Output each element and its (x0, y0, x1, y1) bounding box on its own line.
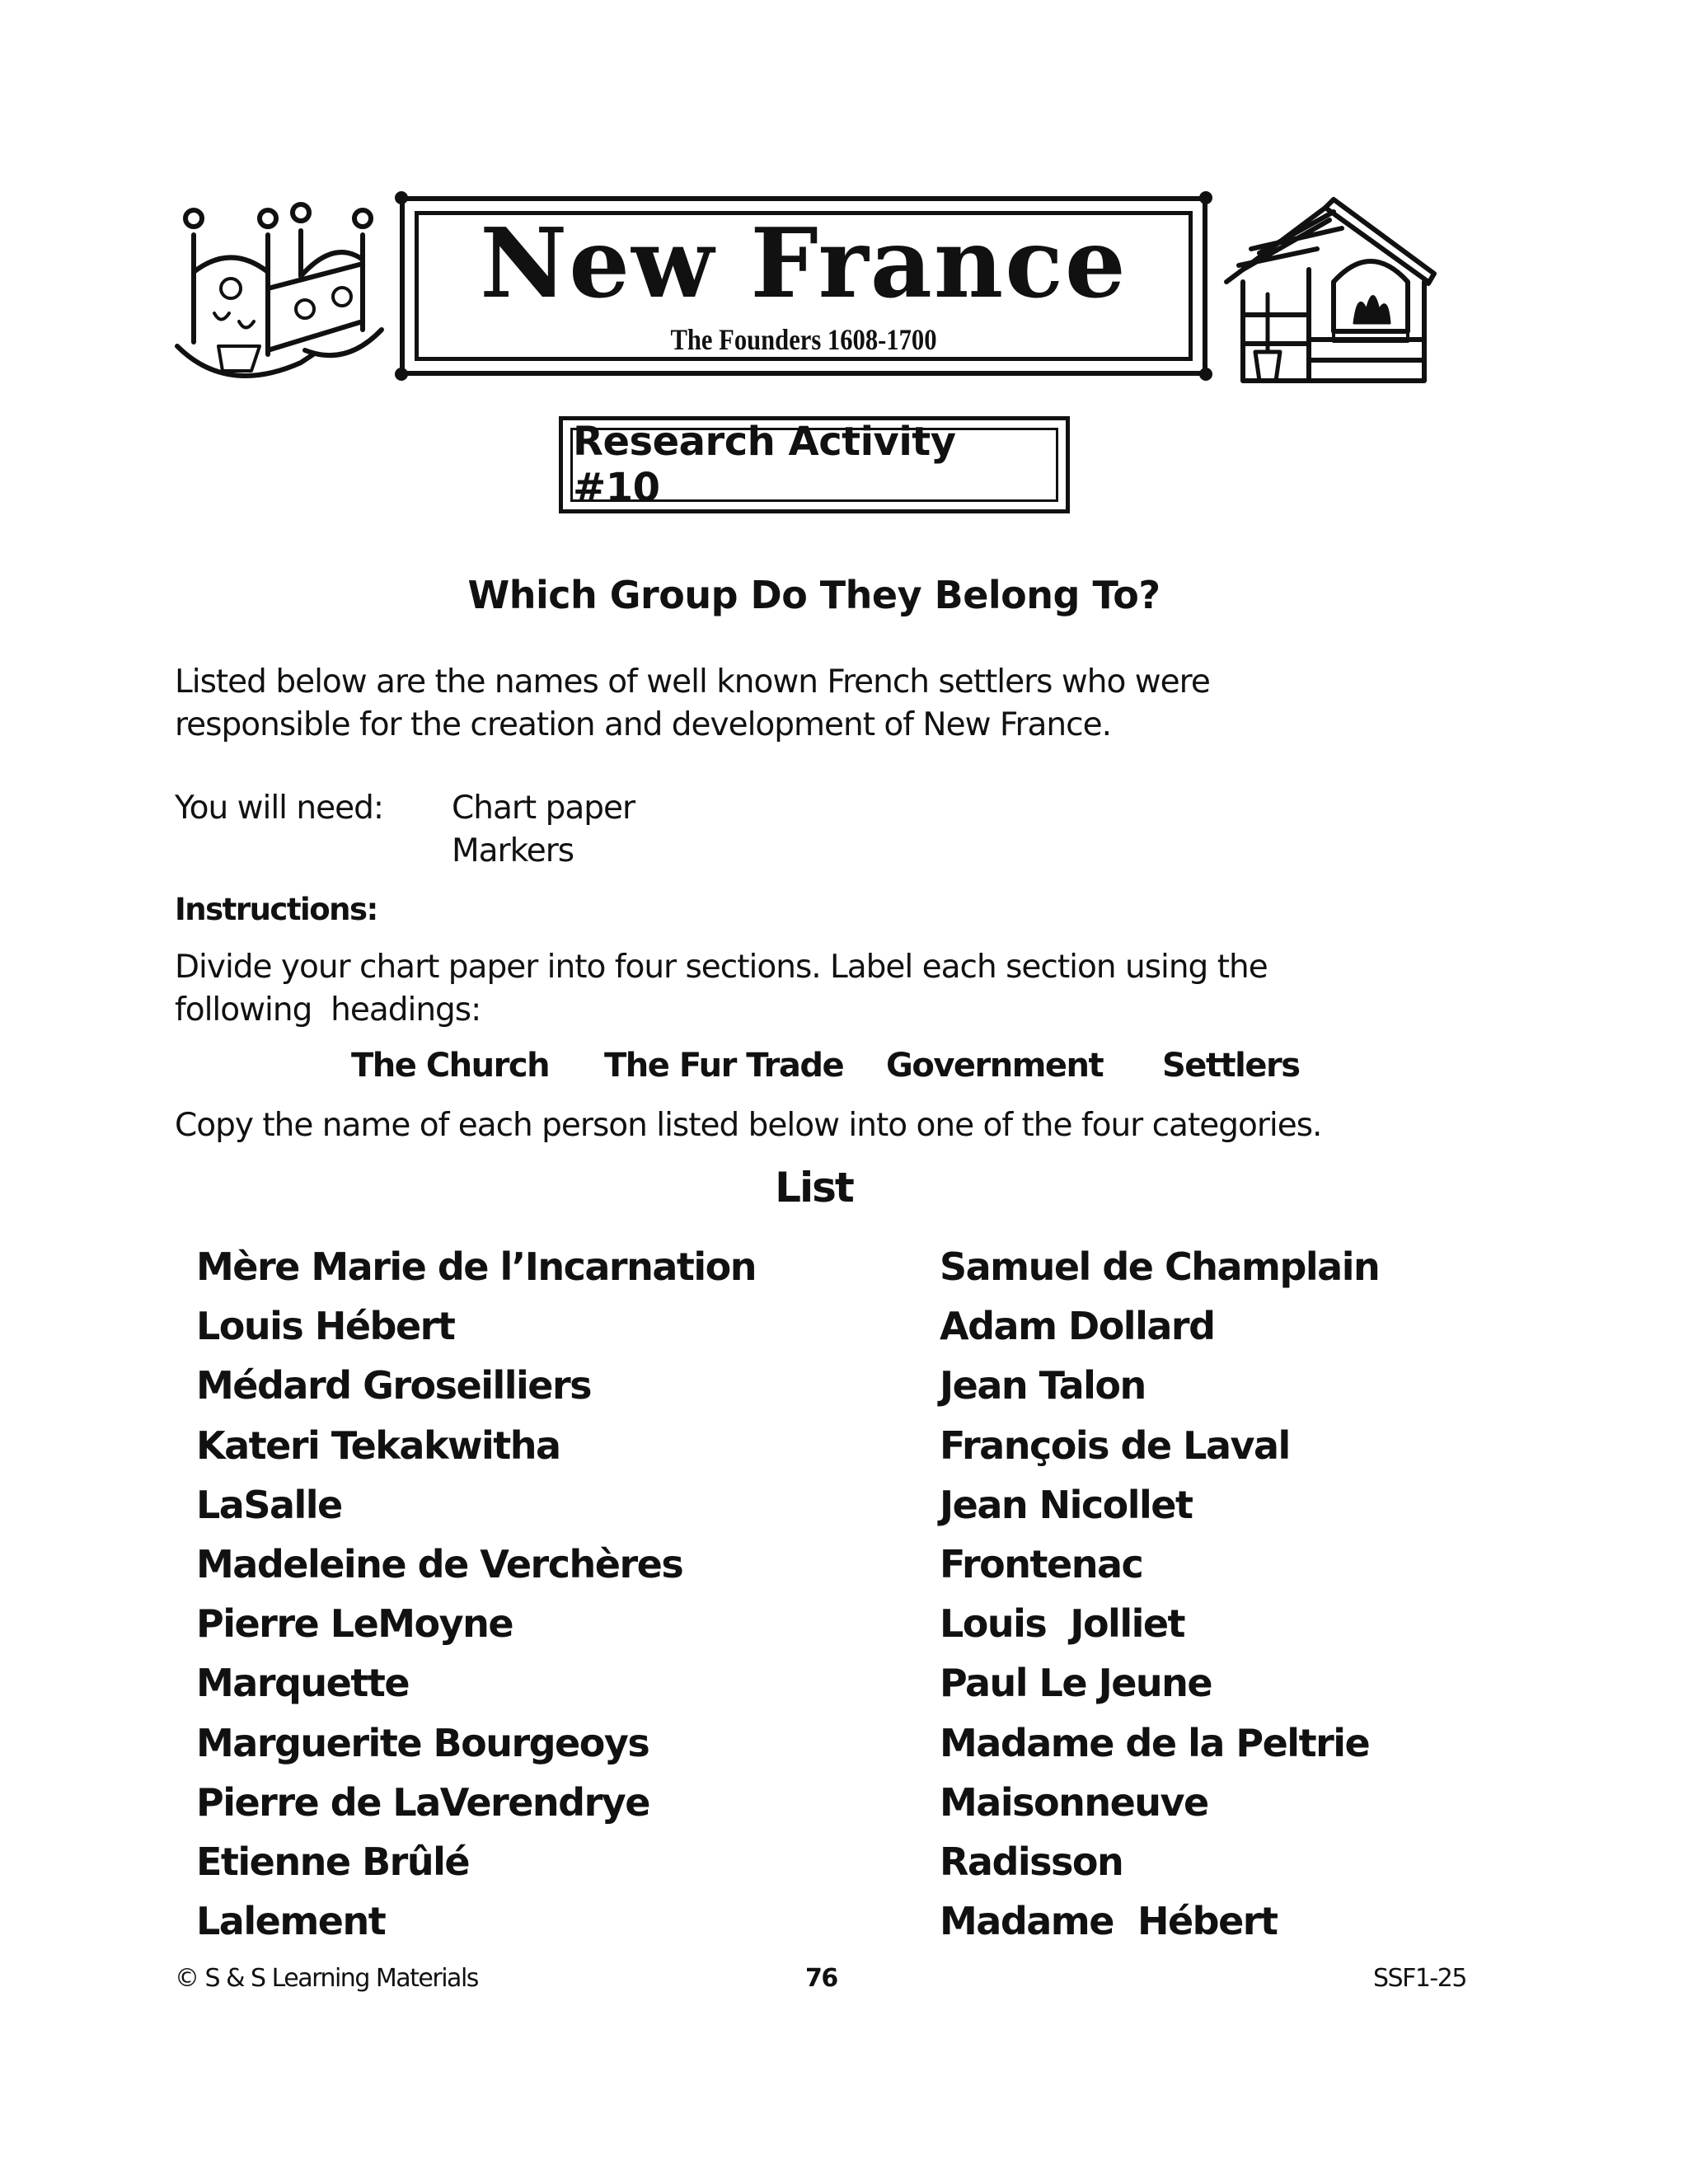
intro-line: responsible for the creation and development of New France. (175, 706, 1111, 743)
list-item: Pierre de LaVerendrye (196, 1779, 649, 1825)
category-the-church: The Church (351, 1047, 550, 1085)
list-item: Lalement (196, 1899, 386, 1944)
footer-product-code: SSF1-25 (1373, 1964, 1466, 1993)
instructions-label: Instructions: (175, 892, 377, 927)
list-item: Madame de la Peltrie (940, 1720, 1370, 1765)
list-item: Jean Talon (940, 1363, 1146, 1408)
list-item: Kateri Tekakwitha (196, 1422, 560, 1468)
list-title: List (775, 1164, 853, 1212)
copy-instruction: Copy the name of each person listed below into one of the four categories. (175, 1107, 1322, 1144)
list-item: Madame Hébert (940, 1899, 1278, 1944)
category-the-fur-trade: The Fur Trade (604, 1047, 844, 1085)
title-banner (400, 196, 1207, 376)
list-item: Frontenac (940, 1541, 1143, 1586)
research-activity-label: Research Activity #10 (573, 419, 956, 511)
instructions-line: Divide your chart paper into four sections. Label each section using the (175, 949, 1268, 986)
materials-label: You will need: (175, 790, 384, 827)
list-item: Maisonneuve (940, 1779, 1208, 1825)
list-item: François de Laval (940, 1422, 1290, 1468)
materials-item: Markers (452, 832, 574, 869)
materials-list (452, 787, 635, 873)
list-item: Adam Dollard (940, 1304, 1215, 1349)
list-item: Mère Marie de l’Incarnation (196, 1244, 756, 1289)
footer-copyright: © S & S Learning Materials (175, 1964, 478, 1993)
research-activity-box (559, 416, 1070, 513)
category-government: Government (886, 1047, 1104, 1085)
footer-page-number: 76 (805, 1964, 837, 1993)
bake-oven-house-icon (1218, 191, 1441, 389)
banner-corner-ornament (395, 191, 408, 204)
list-item: Louis Hébert (196, 1304, 455, 1349)
banner-corner-ornament (1199, 368, 1212, 381)
page-title: New France (480, 208, 1128, 320)
list-item: Samuel de Champlain (940, 1244, 1380, 1289)
list-item: Radisson (940, 1839, 1123, 1884)
banner-corner-ornament (395, 368, 408, 381)
list-item: Madeleine de Verchères (196, 1541, 683, 1586)
list-item: Jean Nicollet (940, 1482, 1193, 1527)
list-item: Paul Le Jeune (940, 1661, 1212, 1706)
cradle-icon (169, 198, 392, 387)
banner-corner-ornament (1199, 191, 1212, 204)
research-activity-inner-frame (570, 419, 1058, 511)
category-settlers: Settlers (1162, 1047, 1300, 1085)
instructions-line: following headings: (175, 991, 481, 1029)
list-item: LaSalle (196, 1482, 342, 1527)
intro-paragraph (175, 661, 1210, 747)
list-item: Etienne Brûlé (196, 1839, 470, 1884)
section-heading: Which Group Do They Belong To? (467, 573, 1160, 617)
name-list-right (940, 1240, 1379, 1954)
materials-item: Chart paper (452, 790, 635, 827)
list-item: Louis Jolliet (940, 1601, 1185, 1647)
intro-line: Listed below are the names of well known French settlers who were (175, 663, 1210, 701)
list-item: Marguerite Bourgeoys (196, 1720, 649, 1765)
instructions-paragraph (175, 946, 1268, 1032)
list-item: Médard Groseilliers (196, 1363, 592, 1408)
list-item: Marquette (196, 1661, 410, 1706)
page-subtitle: The Founders 1608-1700 (670, 323, 937, 356)
list-item: Pierre LeMoyne (196, 1601, 513, 1647)
name-list-left (196, 1240, 756, 1954)
